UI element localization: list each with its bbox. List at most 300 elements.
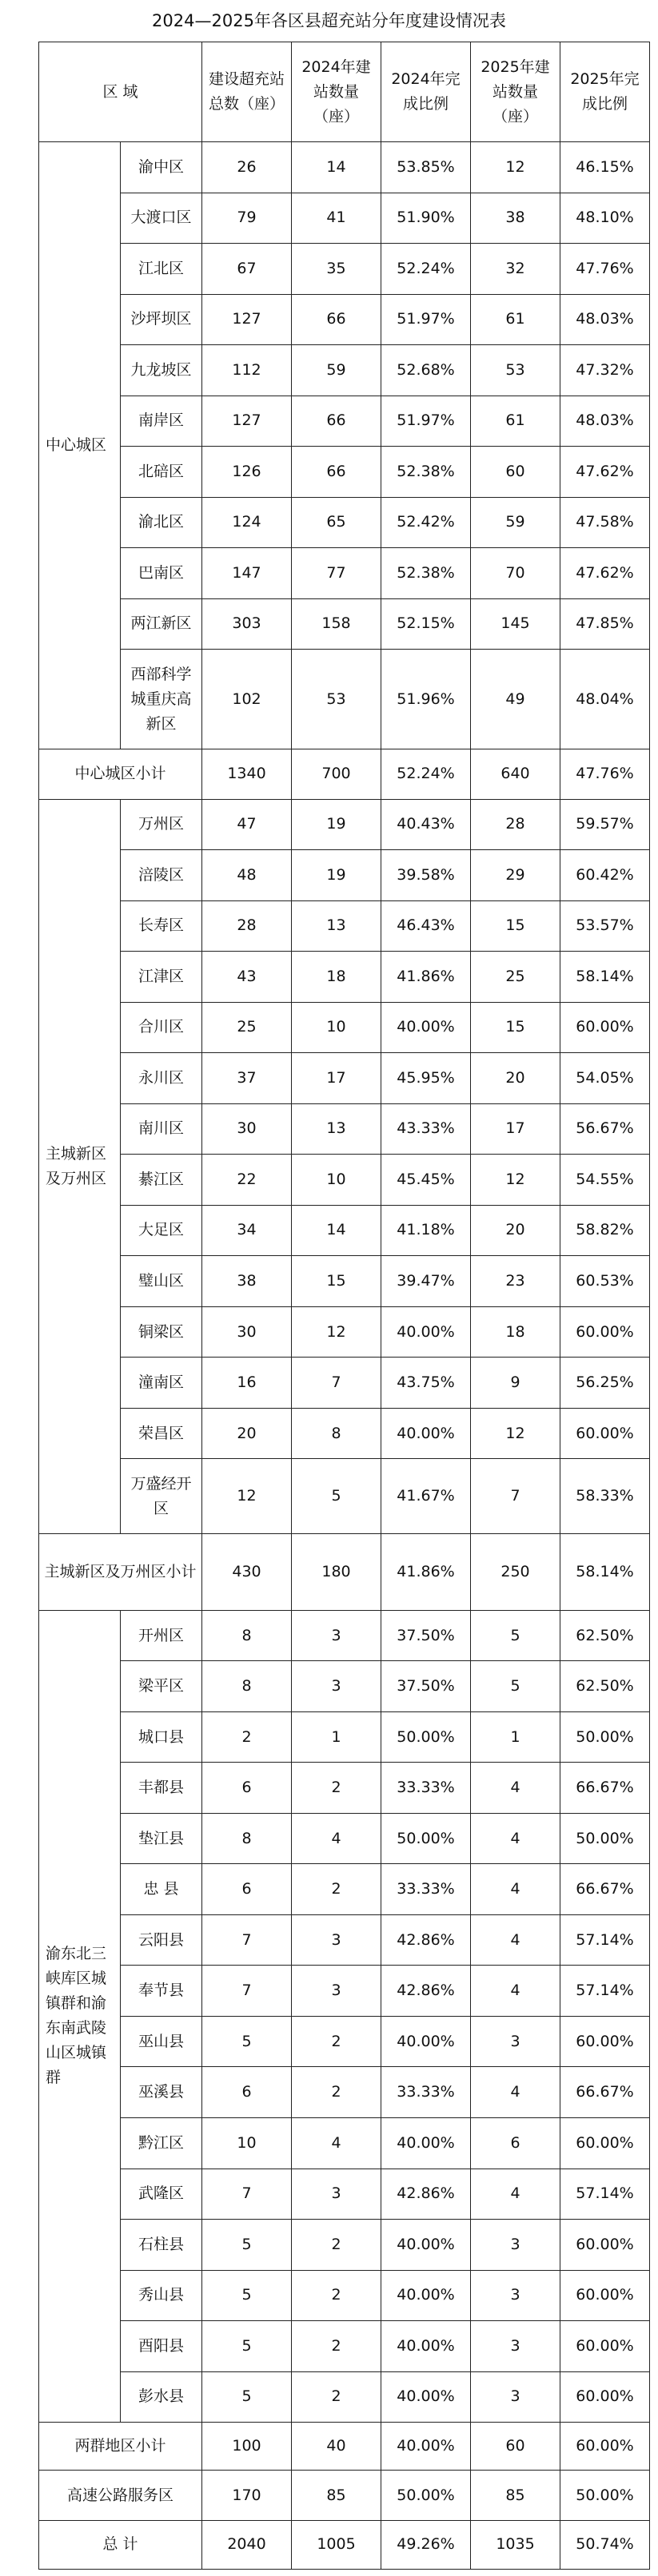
district-cell: 长寿区 [121,900,202,952]
station-construction-table [38,42,650,2570]
ratio-2024-cell: 39.58% [381,850,471,901]
total-cell: 12 [202,1459,292,1534]
ratio-2025-cell: 47.58% [560,497,650,548]
ratio-2025-cell: 60.00% [560,2423,650,2471]
count-2025-cell: 20 [471,1205,560,1256]
table-row [39,1002,650,1053]
ratio-2025-cell: 57.14% [560,1914,650,1966]
grand-total-row [39,2520,650,2569]
district-cell: 巫山县 [121,2016,202,2067]
count-2024-cell: 3 [292,1610,381,1661]
total-cell: 127 [202,396,292,447]
ratio-2025-cell: 60.53% [560,1256,650,1307]
total-cell: 37 [202,1053,292,1104]
count-2025-cell: 12 [471,1155,560,1206]
ratio-2024-cell: 53.85% [381,142,471,193]
ratio-2025-cell: 46.15% [560,142,650,193]
count-2024-cell: 19 [292,850,381,901]
total-cell: 170 [202,2471,292,2520]
total-cell: 7 [202,1966,292,2017]
ratio-2024-cell: 40.00% [381,2270,471,2321]
count-2024-cell: 10 [292,1002,381,1053]
table-row [39,2270,650,2321]
total-cell: 7 [202,1914,292,1966]
count-2024-cell: 2 [292,1864,381,1915]
district-cell: 南川区 [121,1103,202,1155]
count-2025-cell: 15 [471,900,560,952]
total-cell: 7 [202,2169,292,2220]
ratio-2024-cell: 40.00% [381,2220,471,2271]
total-cell: 5 [202,2220,292,2271]
table-row [39,900,650,952]
ratio-2024-cell: 50.00% [381,1711,471,1763]
header-2024-ratio: 2024年完成比例 [381,42,471,142]
ratio-2025-cell: 47.62% [560,548,650,599]
ratio-2024-cell: 41.86% [381,1534,471,1611]
count-2025-cell: 4 [471,1763,560,1814]
table-row [39,1053,650,1104]
table-row [39,1966,650,2017]
district-cell: 永川区 [121,1053,202,1104]
total-cell: 22 [202,1155,292,1206]
count-2024-cell: 3 [292,1914,381,1966]
count-2024-cell: 35 [292,244,381,295]
total-cell: 25 [202,1002,292,1053]
count-2024-cell: 66 [292,396,381,447]
total-cell: 6 [202,2067,292,2118]
count-2025-cell: 3 [471,2270,560,2321]
ratio-2024-cell: 52.15% [381,598,471,650]
total-cell: 6 [202,1864,292,1915]
count-2025-cell: 53 [471,345,560,396]
ratio-2025-cell: 60.00% [560,2016,650,2067]
header-2025-count: 2025年建站数量（座） [471,42,560,142]
total-cell: 8 [202,1661,292,1712]
count-2024-cell: 2 [292,1763,381,1814]
ratio-2025-cell: 48.03% [560,294,650,345]
ratio-2024-cell: 40.00% [381,1306,471,1358]
count-2024-cell: 2 [292,2220,381,2271]
ratio-2024-cell: 42.86% [381,1966,471,2017]
count-2025-cell: 9 [471,1358,560,1409]
count-2025-cell: 4 [471,2169,560,2220]
table-row [39,1813,650,1864]
count-2024-cell: 2 [292,2371,381,2423]
total-cell: 30 [202,1306,292,1358]
district-cell: 奉节县 [121,1966,202,2017]
count-2025-cell: 4 [471,1966,560,2017]
subtotal-label-cell: 两群地区小计 [39,2423,202,2471]
ratio-2025-cell: 54.55% [560,1155,650,1206]
table-row [39,1306,650,1358]
ratio-2024-cell: 42.86% [381,2169,471,2220]
total-cell: 6 [202,1763,292,1814]
ratio-2025-cell: 60.00% [560,1306,650,1358]
group-label-cell: 渝东北三峡库区城镇群和渝东南武陵山区城镇群 [39,1610,121,2422]
district-cell: 彭水县 [121,2371,202,2423]
table-row [39,1864,650,1915]
ratio-2025-cell: 66.67% [560,1864,650,1915]
ratio-2024-cell: 45.45% [381,1155,471,1206]
district-cell: 秀山县 [121,2270,202,2321]
count-2025-cell: 70 [471,548,560,599]
ratio-2025-cell: 53.57% [560,900,650,952]
table-body [39,142,650,2570]
ratio-2024-cell: 37.50% [381,1610,471,1661]
count-2024-cell: 10 [292,1155,381,1206]
table-row [39,2016,650,2067]
ratio-2024-cell: 51.90% [381,193,471,244]
table-row [39,799,650,850]
count-2024-cell: 2 [292,2067,381,2118]
district-cell: 沙坪坝区 [121,294,202,345]
count-2025-cell: 3 [471,2371,560,2423]
district-cell: 铜梁区 [121,1306,202,1358]
count-2025-cell: 61 [471,294,560,345]
district-cell: 酉阳县 [121,2321,202,2372]
table-row [39,1408,650,1459]
district-cell: 綦江区 [121,1155,202,1206]
count-2024-cell: 14 [292,1205,381,1256]
total-cell: 43 [202,952,292,1003]
ratio-2024-cell: 39.47% [381,1256,471,1307]
count-2024-cell: 12 [292,1306,381,1358]
count-2024-cell: 180 [292,1534,381,1611]
count-2025-cell: 4 [471,1813,560,1864]
count-2024-cell: 4 [292,2118,381,2169]
table-row [39,1155,650,1206]
table-row [39,1610,650,1661]
count-2024-cell: 66 [292,447,381,498]
count-2025-cell: 12 [471,1408,560,1459]
district-cell: 江北区 [121,244,202,295]
district-cell: 江津区 [121,952,202,1003]
total-cell: 147 [202,548,292,599]
district-cell: 万盛经开区 [121,1459,202,1534]
count-2024-cell: 700 [292,749,381,799]
table-row [39,1661,650,1712]
district-cell: 西部科学城重庆高新区 [121,650,202,749]
district-cell: 两江新区 [121,598,202,650]
ratio-2025-cell: 50.00% [560,1711,650,1763]
table-row [39,1914,650,1966]
count-2024-cell: 2 [292,2270,381,2321]
count-2025-cell: 640 [471,749,560,799]
ratio-2024-cell: 52.38% [381,548,471,599]
table-row [39,2371,650,2423]
ratio-2024-cell: 33.33% [381,2067,471,2118]
count-2025-cell: 5 [471,1610,560,1661]
table-row [39,2321,650,2372]
count-2025-cell: 6 [471,2118,560,2169]
district-cell: 垫江县 [121,1813,202,1864]
ratio-2025-cell: 60.00% [560,2371,650,2423]
count-2025-cell: 7 [471,1459,560,1534]
ratio-2024-cell: 51.97% [381,294,471,345]
ratio-2025-cell: 57.14% [560,1966,650,2017]
total-cell: 2040 [202,2520,292,2569]
district-cell: 武隆区 [121,2169,202,2220]
count-2025-cell: 23 [471,1256,560,1307]
table-row [39,396,650,447]
ratio-2025-cell: 57.14% [560,2169,650,2220]
ratio-2024-cell: 46.43% [381,900,471,952]
ratio-2024-cell: 43.75% [381,1358,471,1409]
total-cell: 10 [202,2118,292,2169]
ratio-2024-cell: 40.00% [381,2016,471,2067]
ratio-2025-cell: 60.00% [560,2321,650,2372]
table-row [39,2067,650,2118]
table-row [39,294,650,345]
count-2025-cell: 1 [471,1711,560,1763]
count-2025-cell: 15 [471,1002,560,1053]
total-cell: 5 [202,2371,292,2423]
count-2025-cell: 29 [471,850,560,901]
count-2025-cell: 85 [471,2471,560,2520]
total-cell: 112 [202,345,292,396]
count-2024-cell: 14 [292,142,381,193]
document-title: 2024—2025年各区县超充站分年度建设情况表 [152,11,506,30]
ratio-2025-cell: 60.00% [560,1002,650,1053]
ratio-2025-cell: 56.67% [560,1103,650,1155]
total-cell: 126 [202,447,292,498]
ratio-2024-cell: 40.00% [381,2371,471,2423]
count-2024-cell: 53 [292,650,381,749]
table-row [39,1256,650,1307]
count-2025-cell: 5 [471,1661,560,1712]
district-cell: 九龙坡区 [121,345,202,396]
total-cell: 67 [202,244,292,295]
count-2025-cell: 250 [471,1534,560,1611]
ratio-2024-cell: 40.00% [381,1408,471,1459]
ratio-2025-cell: 47.32% [560,345,650,396]
district-cell: 大足区 [121,1205,202,1256]
total-cell: 303 [202,598,292,650]
count-2024-cell: 8 [292,1408,381,1459]
count-2024-cell: 7 [292,1358,381,1409]
total-cell: 38 [202,1256,292,1307]
total-cell: 5 [202,2321,292,2372]
count-2025-cell: 32 [471,244,560,295]
header-row [39,42,650,142]
ratio-2025-cell: 62.50% [560,1661,650,1712]
district-cell: 潼南区 [121,1358,202,1409]
count-2025-cell: 3 [471,2321,560,2372]
total-cell: 127 [202,294,292,345]
count-2025-cell: 25 [471,952,560,1003]
ratio-2024-cell: 42.86% [381,1914,471,1966]
ratio-2025-cell: 54.05% [560,1053,650,1104]
table-row [39,1358,650,1409]
total-cell: 5 [202,2016,292,2067]
count-2024-cell: 17 [292,1053,381,1104]
count-2024-cell: 18 [292,952,381,1003]
count-2025-cell: 3 [471,2016,560,2067]
header-2024-count: 2024年建站数量（座） [292,42,381,142]
total-cell: 100 [202,2423,292,2471]
count-2025-cell: 60 [471,2423,560,2471]
count-2025-cell: 60 [471,447,560,498]
header-region: 区 域 [39,42,202,142]
total-cell: 8 [202,1610,292,1661]
ratio-2025-cell: 59.57% [560,799,650,850]
count-2025-cell: 59 [471,497,560,548]
count-2024-cell: 40 [292,2423,381,2471]
table-row [39,2118,650,2169]
ratio-2024-cell: 52.42% [381,497,471,548]
ratio-2024-cell: 33.33% [381,1763,471,1814]
count-2024-cell: 13 [292,1103,381,1155]
ratio-2024-cell: 52.38% [381,447,471,498]
count-2024-cell: 3 [292,2169,381,2220]
district-cell: 开州区 [121,1610,202,1661]
ratio-2024-cell: 40.00% [381,2321,471,2372]
count-2024-cell: 65 [292,497,381,548]
subtotal-row [39,1534,650,1611]
count-2025-cell: 3 [471,2220,560,2271]
district-cell: 石柱县 [121,2220,202,2271]
ratio-2024-cell: 49.26% [381,2520,471,2569]
ratio-2025-cell: 66.67% [560,2067,650,2118]
ratio-2024-cell: 40.00% [381,2423,471,2471]
count-2025-cell: 17 [471,1103,560,1155]
summary-row [39,2471,650,2520]
district-cell: 荣昌区 [121,1408,202,1459]
count-2025-cell: 49 [471,650,560,749]
total-cell: 20 [202,1408,292,1459]
ratio-2025-cell: 60.42% [560,850,650,901]
count-2024-cell: 77 [292,548,381,599]
district-cell: 黔江区 [121,2118,202,2169]
district-cell: 丰都县 [121,1763,202,1814]
ratio-2025-cell: 66.67% [560,1763,650,1814]
district-cell: 璧山区 [121,1256,202,1307]
ratio-2024-cell: 41.67% [381,1459,471,1534]
district-cell: 涪陵区 [121,850,202,901]
count-2024-cell: 3 [292,1661,381,1712]
ratio-2025-cell: 60.00% [560,1408,650,1459]
table-row [39,650,650,749]
district-cell: 渝中区 [121,142,202,193]
ratio-2025-cell: 47.85% [560,598,650,650]
count-2024-cell: 5 [292,1459,381,1534]
table-row [39,345,650,396]
district-cell: 合川区 [121,1002,202,1053]
count-2024-cell: 59 [292,345,381,396]
table-row [39,2169,650,2220]
ratio-2025-cell: 48.04% [560,650,650,749]
ratio-2025-cell: 56.25% [560,1358,650,1409]
count-2024-cell: 41 [292,193,381,244]
total-cell: 5 [202,2270,292,2321]
ratio-2024-cell: 37.50% [381,1661,471,1712]
ratio-2025-cell: 62.50% [560,1610,650,1661]
ratio-2025-cell: 47.76% [560,749,650,799]
summary-label-cell: 高速公路服务区 [39,2471,202,2520]
district-cell: 巫溪县 [121,2067,202,2118]
subtotal-row [39,2423,650,2471]
ratio-2024-cell: 52.24% [381,244,471,295]
count-2025-cell: 1035 [471,2520,560,2569]
ratio-2025-cell: 47.62% [560,447,650,498]
table-row [39,497,650,548]
ratio-2025-cell: 50.74% [560,2520,650,2569]
table-row [39,1103,650,1155]
total-cell: 47 [202,799,292,850]
count-2024-cell: 158 [292,598,381,650]
ratio-2024-cell: 41.18% [381,1205,471,1256]
header-total: 建设超充站总数（座） [202,42,292,142]
ratio-2025-cell: 48.03% [560,396,650,447]
group-label-cell: 中心城区 [39,142,121,749]
summary-label-cell: 总 计 [39,2520,202,2569]
count-2024-cell: 13 [292,900,381,952]
total-cell: 430 [202,1534,292,1611]
district-cell: 城口县 [121,1711,202,1763]
ratio-2025-cell: 60.00% [560,2118,650,2169]
total-cell: 30 [202,1103,292,1155]
table-row [39,447,650,498]
count-2025-cell: 28 [471,799,560,850]
table-row [39,1205,650,1256]
district-cell: 巴南区 [121,548,202,599]
count-2025-cell: 18 [471,1306,560,1358]
count-2025-cell: 4 [471,1864,560,1915]
count-2024-cell: 4 [292,1813,381,1864]
count-2024-cell: 1 [292,1711,381,1763]
table-row [39,193,650,244]
district-cell: 万州区 [121,799,202,850]
header-2025-ratio: 2025年完成比例 [560,42,650,142]
ratio-2025-cell: 48.10% [560,193,650,244]
ratio-2024-cell: 45.95% [381,1053,471,1104]
total-cell: 2 [202,1711,292,1763]
ratio-2025-cell: 47.76% [560,244,650,295]
ratio-2025-cell: 60.00% [560,2220,650,2271]
ratio-2025-cell: 58.14% [560,1534,650,1611]
table-row [39,1459,650,1534]
ratio-2025-cell: 50.00% [560,1813,650,1864]
count-2025-cell: 4 [471,2067,560,2118]
ratio-2024-cell: 52.24% [381,749,471,799]
count-2024-cell: 3 [292,1966,381,2017]
ratio-2024-cell: 51.96% [381,650,471,749]
total-cell: 1340 [202,749,292,799]
count-2024-cell: 1005 [292,2520,381,2569]
table-row [39,952,650,1003]
count-2024-cell: 2 [292,2321,381,2372]
table-row [39,850,650,901]
ratio-2024-cell: 41.86% [381,952,471,1003]
count-2024-cell: 19 [292,799,381,850]
count-2025-cell: 145 [471,598,560,650]
district-cell: 渝北区 [121,497,202,548]
district-cell: 南岸区 [121,396,202,447]
subtotal-row [39,749,650,799]
ratio-2024-cell: 33.33% [381,1864,471,1915]
district-cell: 梁平区 [121,1661,202,1712]
ratio-2024-cell: 40.43% [381,799,471,850]
ratio-2024-cell: 50.00% [381,2471,471,2520]
count-2025-cell: 4 [471,1914,560,1966]
table-row [39,2220,650,2271]
count-2025-cell: 38 [471,193,560,244]
count-2024-cell: 15 [292,1256,381,1307]
district-cell: 北碚区 [121,447,202,498]
group-label-cell: 主城新区及万州区 [39,799,121,1533]
subtotal-label-cell: 中心城区小计 [39,749,202,799]
ratio-2024-cell: 40.00% [381,2118,471,2169]
